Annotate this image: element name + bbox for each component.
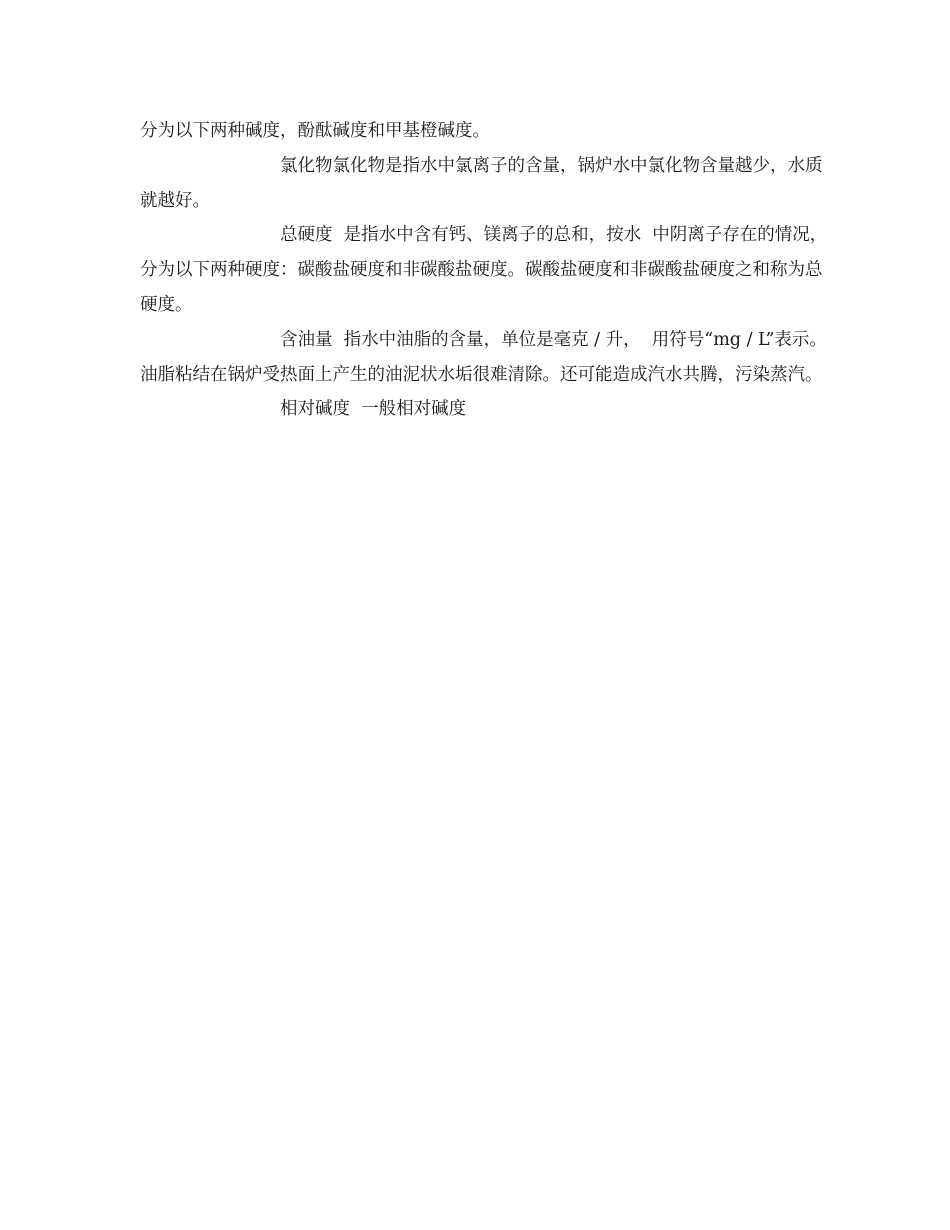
paragraph-total-hardness: 总硬度 是指水中含有钙、镁离子的总和，按水 中阴离子存在的情况，分为以下两种硬度：碳酸盐硬度和非碳酸盐硬度。碳酸盐硬度和非碳酸盐硬度之和称为总硬度。 xyxy=(140,225,828,315)
paragraph-alkalinity-continuation: 分为以下两种碱度，酚酞碱度和甲基橙碱度。 xyxy=(140,121,490,141)
paragraph-relative-alkalinity: 相对碱度 一般相对碱度 xyxy=(280,399,467,420)
paragraph-oil-content: 含油量 指水中油脂的含量，单位是毫克 / 升， 用符号“mg / L”表示。油脂粘结在锅炉受热面上产生的油泥状水垢很难清除。还可能造成汽水共腾，污染蒸汽。 xyxy=(140,329,827,385)
paragraph-chloride: 氯化物氯化物是指水中氯离子的含量，锅炉水中氯化物含量越少，水质就越好。 xyxy=(140,155,823,211)
document-page xyxy=(140,114,835,427)
